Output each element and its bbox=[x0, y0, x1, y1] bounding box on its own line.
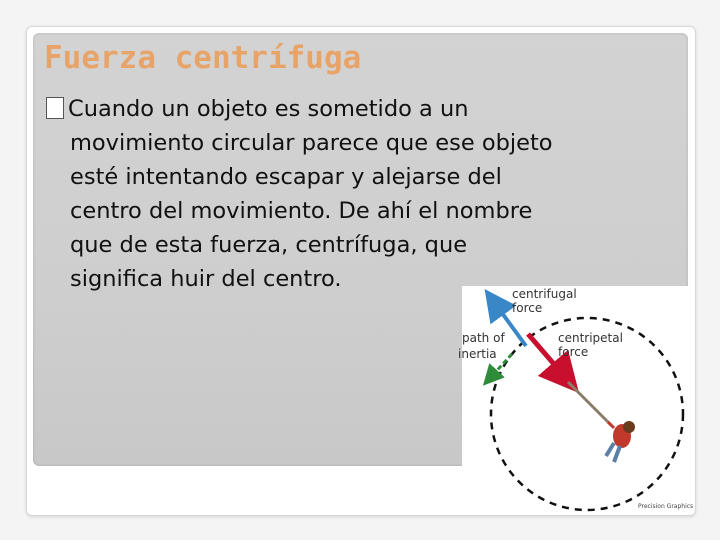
inertia-label-line1: path of bbox=[462, 331, 505, 345]
image-credit: Precision Graphics bbox=[638, 503, 694, 510]
centrifugal-label-line2: force bbox=[512, 301, 543, 315]
bullet-text-line: esté intentando escapar y alejarse del bbox=[70, 164, 502, 190]
spinning-child-figure bbox=[606, 421, 635, 462]
bullet-text-line: movimiento circular parece que ese objeto bbox=[70, 130, 553, 156]
bullet-text-line: significa huir del centro. bbox=[70, 266, 342, 292]
rope-line bbox=[568, 382, 612, 426]
centripetal-label-line2: force bbox=[558, 345, 589, 359]
bullet-text-line: centro del movimiento. De ahí el nombre bbox=[70, 198, 533, 224]
bullet-line-1 bbox=[46, 92, 686, 126]
inertia-label-line2: inertia bbox=[458, 347, 497, 361]
centrifugal-force-diagram bbox=[458, 286, 694, 514]
bullet-text-line: Cuando un objeto es sometido a un bbox=[68, 96, 469, 122]
bullet-marker-icon bbox=[46, 97, 64, 119]
slide-title: Fuerza centrífuga bbox=[44, 40, 362, 76]
bullet-text-line: que de esta fuerza, centrífuga, que bbox=[70, 232, 468, 258]
centripetal-label-line1: centripetal bbox=[558, 331, 623, 345]
diagram-svg bbox=[458, 286, 694, 514]
centrifugal-label-line1: centrifugal bbox=[512, 287, 577, 301]
bullet-paragraph bbox=[46, 92, 686, 296]
